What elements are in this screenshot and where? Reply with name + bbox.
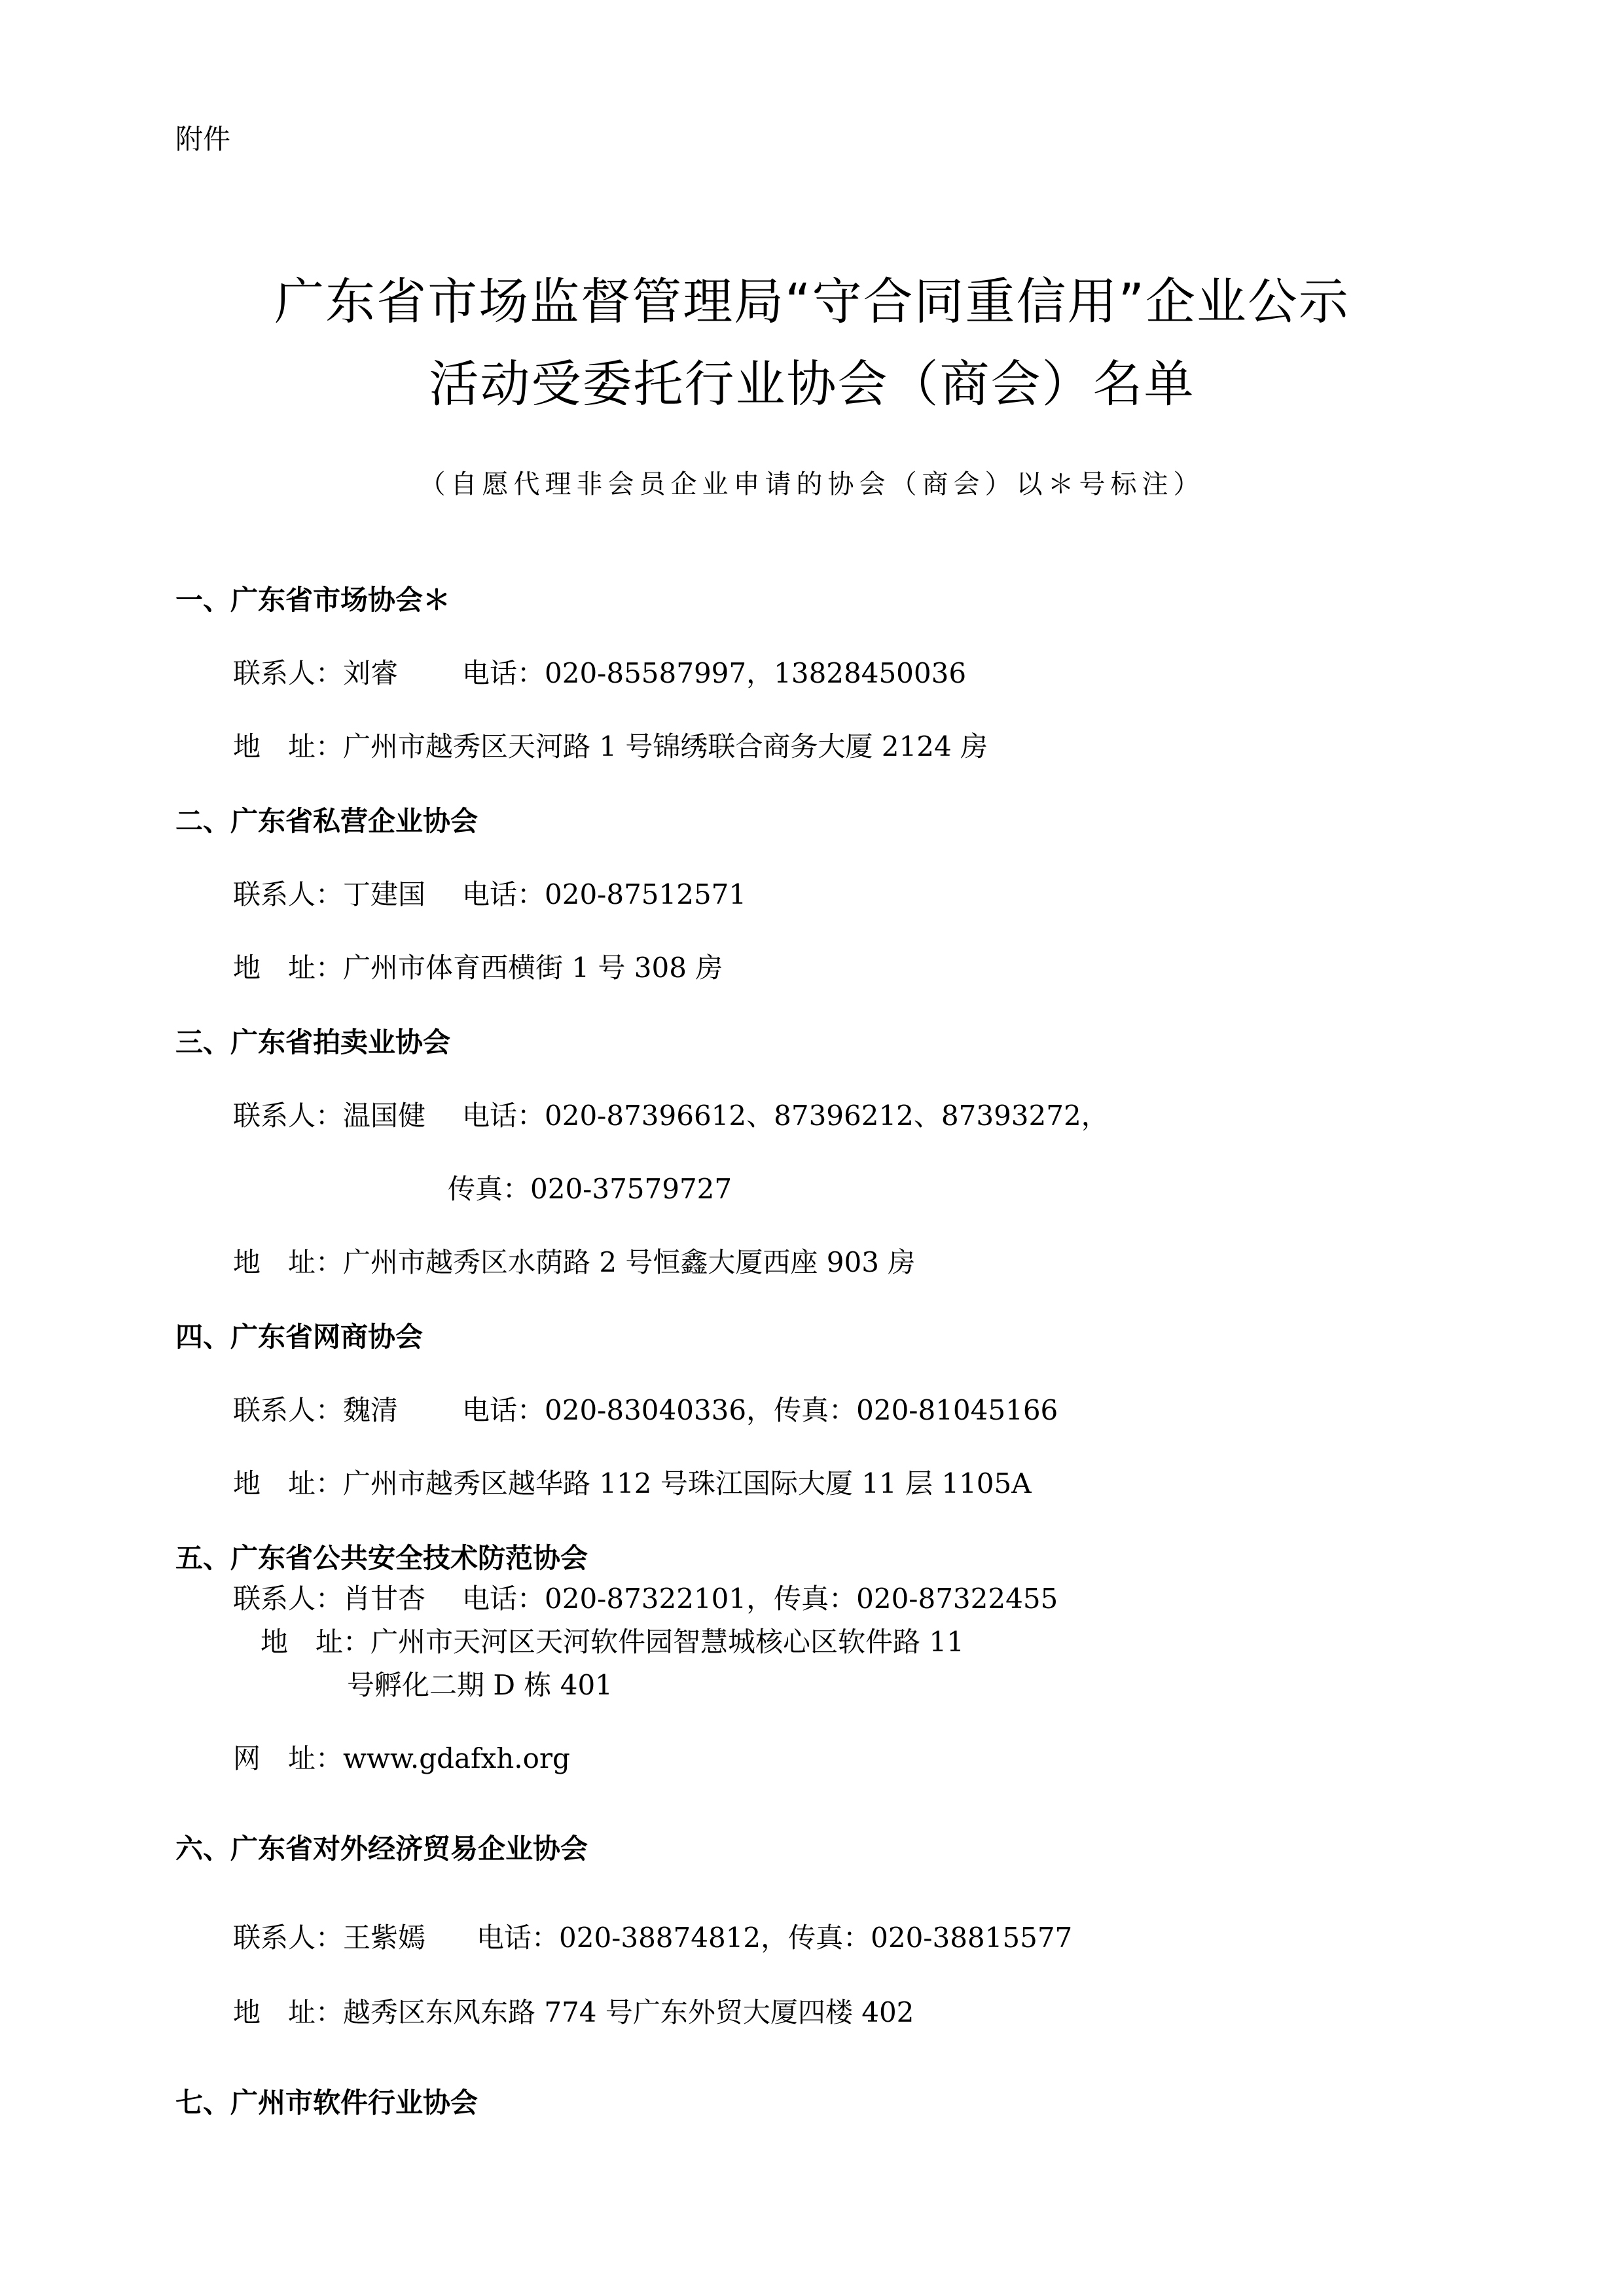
section-2-phone: 电话：020-87512571 (462, 878, 747, 910)
section-6-contact: 联系人：王紫嫣 (233, 1922, 426, 1954)
section-4-address: 地 址：广州市越秀区越华路 112 号珠江国际大厦 11 层 1105A (233, 1467, 1032, 1499)
section-5-website: 网 址：www.gdafxh.org (233, 1742, 570, 1774)
section-3-fax: 传真：020-37579727 (448, 1173, 732, 1205)
section-5-contact: 联系人：肖甘杏 (233, 1583, 426, 1615)
section-5-address-line-2: 号孵化二期 D 栋 401 (347, 1669, 613, 1701)
section-heading-1: 一、广东省市场协会＊ (175, 584, 451, 616)
section-heading-4: 四、广东省网商协会 (175, 1321, 424, 1353)
section-4-contact: 联系人：魏清 (233, 1394, 399, 1426)
document-note: （自愿代理非会员企业申请的协会（商会）以＊号标注） (419, 469, 1205, 499)
section-1-phone: 电话：020-85587997，13828450036 (462, 657, 967, 689)
section-3-address: 地 址：广州市越秀区水荫路 2 号恒鑫大厦西座 903 房 (233, 1246, 916, 1278)
section-2-contact: 联系人：丁建国 (233, 878, 426, 910)
document-title-line-1: 广东省市场监督管理局“守合同重信用”企业公示 (274, 272, 1350, 331)
section-2-address: 地 址：广州市体育西横街 1 号 308 房 (233, 952, 723, 984)
document-title-line-2: 活动受委托行业协会（商会）名单 (429, 355, 1195, 413)
section-4-phone: 电话：020-83040336，传真：020-81045166 (462, 1394, 1058, 1426)
section-3-phone: 电话：020-87396612、87396212、87393272， (462, 1100, 1109, 1132)
section-6-address: 地 址：越秀区东风东路 774 号广东外贸大厦四楼 402 (233, 1996, 914, 2028)
attachment-label: 附件 (175, 123, 231, 155)
section-heading-5: 五、广东省公共安全技术防范协会 (175, 1542, 588, 1574)
section-1-address: 地 址：广州市越秀区天河路 1 号锦绣联合商务大厦 2124 房 (233, 730, 988, 762)
section-5-phone: 电话：020-87322101，传真：020-87322455 (462, 1583, 1058, 1615)
section-6-phone: 电话：020-38874812，传真：020-38815577 (477, 1922, 1073, 1954)
section-heading-6: 六、广东省对外经济贸易企业协会 (175, 1833, 588, 1865)
section-heading-2: 二、广东省私营企业协会 (175, 805, 478, 837)
section-1-contact: 联系人：刘睿 (233, 657, 399, 689)
section-5-address-line-1: 地 址：广州市天河区天河软件园智慧城核心区软件路 11 (261, 1626, 964, 1658)
section-3-contact: 联系人：温国健 (233, 1100, 426, 1132)
section-heading-3: 三、广东省拍卖业协会 (175, 1026, 451, 1058)
section-heading-7: 七、广州市软件行业协会 (175, 2087, 478, 2119)
